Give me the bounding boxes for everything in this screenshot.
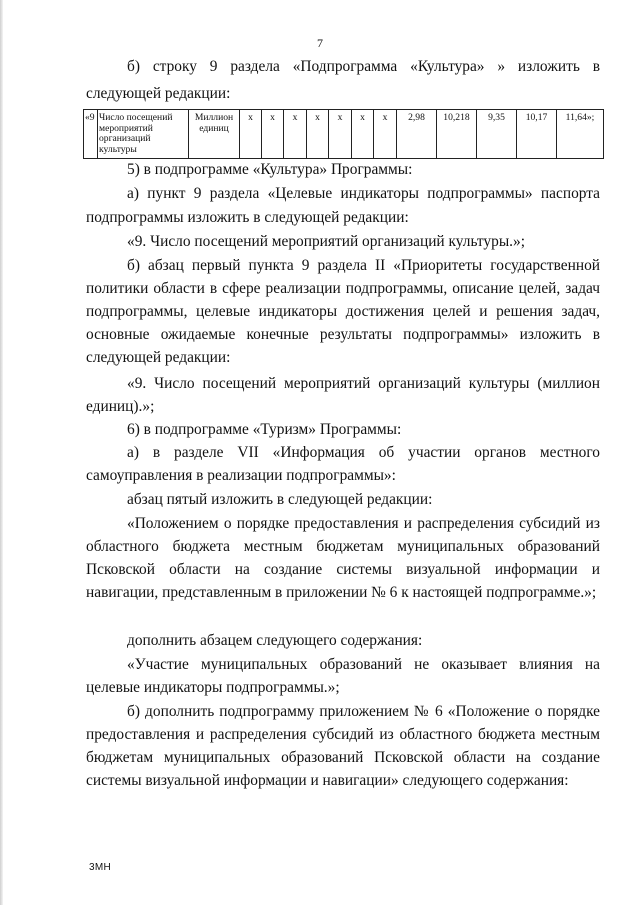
quote-position: «Положением о порядке предоставления и распределения субсидий из областного бюджета местным бюджетам муниципальных образований Псковской области на создание системы визуальной информации и навигации, представленным в приложении № 6 к настоящей подпрограмме.»; [86, 515, 600, 601]
quote-item-9-short: «9. Число посещений мероприятий организаций культуры.»; [127, 233, 525, 250]
paragraph-5: 5) в подпрограмме «Культура» Программы: [127, 161, 413, 178]
value-cell: 11,64»; [557, 110, 604, 159]
paragraph-6a: а) в разделе VII «Информация об участии органов местного самоуправления в реализации подпрограммы»: [86, 444, 600, 484]
paragraph-b1-line2: следующей редакции: [86, 85, 231, 102]
value-cell: 10,218 [437, 110, 477, 159]
paragraph-abzac-5: абзац пятый изложить в следующей редакции: [127, 491, 433, 508]
value-cell: х [307, 110, 329, 159]
quote-participation: «Участие муниципальных образований не оказывает влияния на целевые индикаторы подпрограммы.»; [86, 656, 600, 696]
page-number: 7 [317, 36, 323, 50]
paragraph-5a-line2: подпрограммы изложить в следующей редакции: [86, 209, 409, 226]
row-number-cell: «9 [84, 110, 98, 159]
paragraph-6b: б) дополнить подпрограмму приложением № 6 «Положение о порядке предоставления и распределения субсидий из областного бюджета местным бюджетам муниципальных образований Псковской области на создание системы визуальной информации и навигации» следующего содержания: [86, 703, 600, 789]
value-cell: х [240, 110, 262, 159]
value-cell: х [262, 110, 284, 159]
paragraph-5b: б) абзац первый пункта 9 раздела II «Приоритеты государственной политики области в сфере реализации подпрограммы, описание целей, задач подпрограммы, целевые индикаторы достижения целей и решения задач, основные ожидаемые конечные результаты подпрограммы» изложить в следующей редакции: [86, 257, 600, 366]
value-cell: х [374, 110, 397, 159]
value-cell: 9,35 [477, 110, 517, 159]
value-cell: 2,98 [397, 110, 437, 159]
indicator-name-cell: Число посещений мероприятий организаций культуры [98, 110, 189, 159]
paragraph-add: дополнить абзацем следующего содержания: [127, 632, 423, 649]
value-cell: 10,17 [517, 110, 557, 159]
value-cell: х [329, 110, 352, 159]
value-cell: х [284, 110, 307, 159]
paragraph-b1-line1: б) строку 9 раздела «Подпрограмма «Культура» » изложить в [127, 58, 600, 75]
scan-edge [0, 0, 3, 905]
footer-code: 3МН [89, 862, 112, 873]
quote-item-9-long: «9. Число посещений мероприятий организаций культуры (миллион единиц).»; [86, 375, 600, 415]
unit-cell: Миллион единиц [189, 110, 240, 159]
paragraph-6: 6) в подпрограмме «Туризм» Программы: [127, 421, 402, 438]
table-row [84, 110, 604, 159]
value-cell: х [352, 110, 374, 159]
indicator-table [83, 109, 604, 159]
paragraph-5a-line1: а) пункт 9 раздела «Целевые индикаторы подпрограммы» паспорта [127, 185, 600, 202]
